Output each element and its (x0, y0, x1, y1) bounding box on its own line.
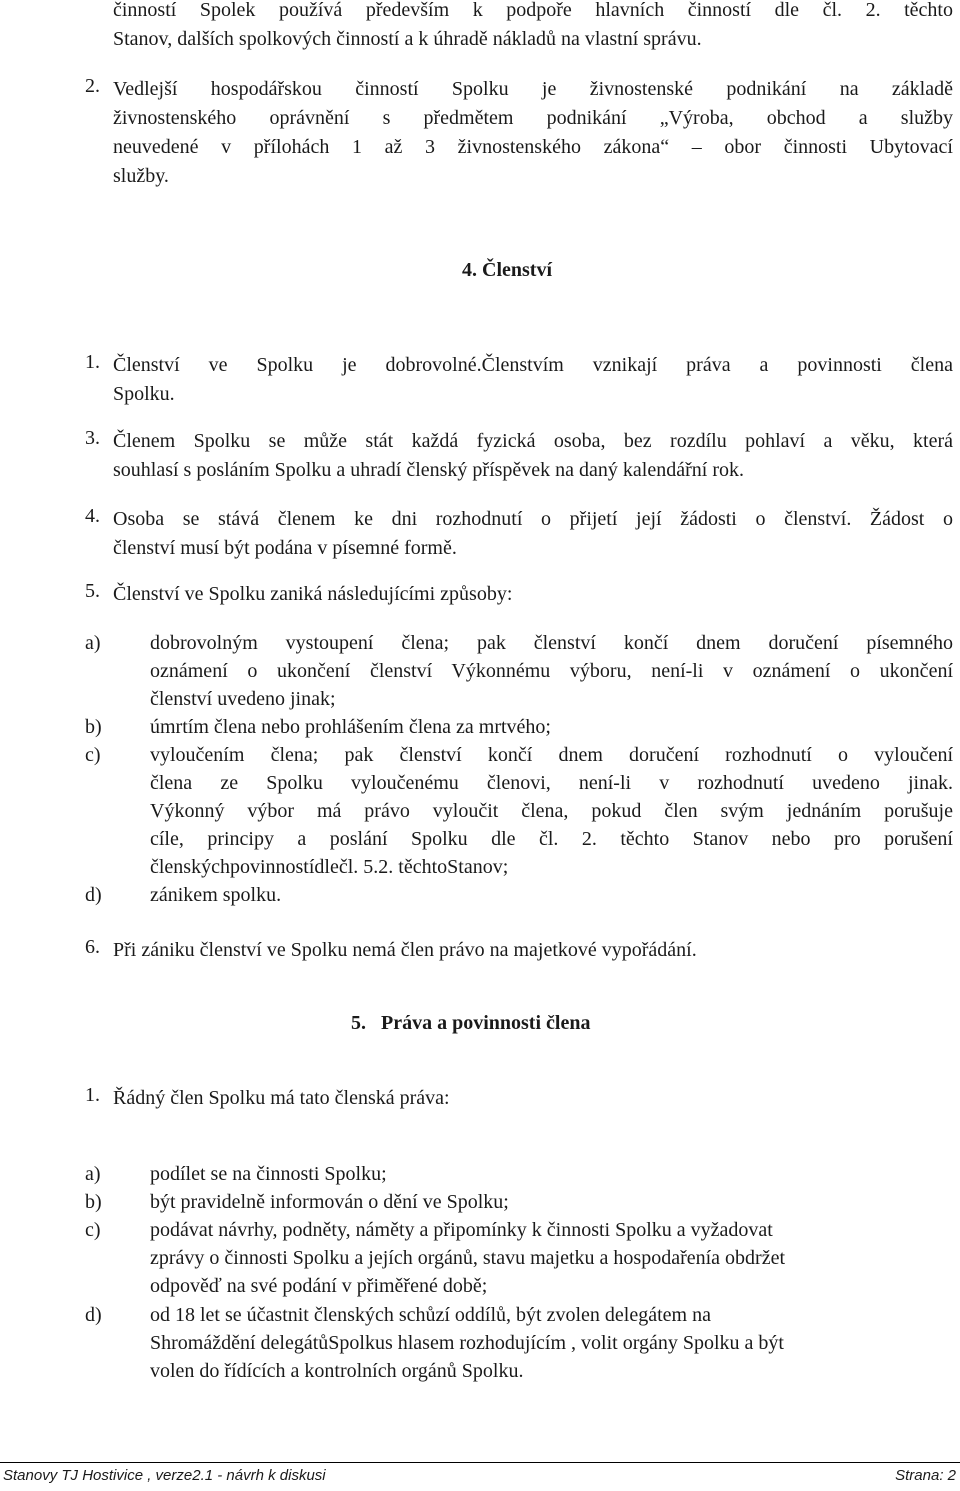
membership-p3-line-1: Členem Spolku se může stát každá fyzická osoba, bez rozdílu pohlaví a věku, která (113, 430, 953, 452)
termination-a-line-3: členství uvedeno jinak; (150, 688, 336, 710)
rights-d-line-3: volen do řídících a kontrolních orgánů Spolku. (150, 1360, 524, 1382)
list-letter: a) (85, 632, 101, 654)
list-letter: b) (85, 1191, 102, 1213)
membership-p3-line-2: souhlasí s posláním Spolku a uhradí členský příspěvek na daný kalendářní rok. (113, 459, 744, 481)
footer-document-title: Stanovy TJ Hostivice , verze2.1 - návrh k diskusi (3, 1467, 326, 1484)
membership-p1-line-2: Spolku. (113, 383, 175, 405)
item2-line-3: neuvedené v přílohách 1 až 3 živnostenského zákona“ – obor činnosti Ubytovací (113, 136, 953, 158)
intro-line-1: činností Spolek používá především k podpoře hlavních činností dle čl. 2. těchto (113, 0, 953, 21)
rights-b-line-1: být pravidelně informován o dění ve Spolku; (150, 1191, 509, 1213)
item-number: 1. (85, 1084, 100, 1106)
footer-page-number: Strana: 2 (895, 1467, 956, 1484)
item2-line-1: Vedlejší hospodářskou činností Spolku je živnostenské podnikání na základě (113, 78, 953, 100)
item-number: 1. (85, 351, 100, 373)
membership-p4-line-2: členství musí být podána v písemné formě. (113, 537, 457, 559)
rights-c-line-2: zprávy o činnosti Spolku a jejích orgánů, stavu majetku a hospodařenía obdržet (150, 1247, 786, 1269)
item2-line-2: živnostenského oprávnění s předmětem podnikání „Výroba, obchod a služby (113, 107, 953, 129)
membership-p4-line-1: Osoba se stává členem ke dni rozhodnutí o přijetí její žádosti o členství. Žádost o (113, 508, 953, 530)
termination-a-line-2: oznámení o ukončení členství Výkonnému výboru, není-li v oznámení o ukončení (150, 660, 953, 682)
list-letter: a) (85, 1163, 101, 1185)
list-letter: b) (85, 716, 102, 738)
rights-d-line-1: od 18 let se účastnit členských schůzí oddílů, být zvolen delegátem na (150, 1304, 711, 1326)
termination-c-line-5: členskýchpovinnostídlečl. 5.2. těchtoStanov; (150, 856, 509, 878)
list-letter: c) (85, 1219, 101, 1241)
page-footer (0, 1462, 960, 1491)
item-number: 5. (85, 580, 100, 602)
item-number: 2. (85, 75, 100, 97)
rights-d-line-2: Shromáždění delegátůSpolkus hlasem rozhodujícím , volit orgány Spolku a být (150, 1332, 784, 1354)
section-heading: 4. Členství (462, 259, 552, 281)
list-letter: d) (85, 1304, 102, 1326)
item-number: 3. (85, 427, 100, 449)
item-number: 6. (85, 936, 100, 958)
termination-c-line-4: cíle, principy a poslání Spolku dle čl. 2. těchto Stanov nebo pro porušení (150, 828, 953, 850)
termination-c-line-1: vyloučením člena; pak členství končí dnem doručení rozhodnutí o vyloučení (150, 744, 953, 766)
rights-p1-text: Řádný člen Spolku má tato členská práva: (113, 1087, 450, 1109)
termination-d-line-1: zánikem spolku. (150, 884, 282, 906)
termination-c-line-2: člena ze Spolku vyloučenému členovi, není-li v rozhodnutí uvedeno jinak. (150, 772, 953, 794)
membership-p5-text: Členství ve Spolku zaniká následujícími způsoby: (113, 583, 513, 605)
rights-c-line-3: odpověď na své podání v přiměřené době; (150, 1275, 488, 1297)
list-letter: d) (85, 884, 102, 906)
termination-a-line-1: dobrovolným vystoupení člena; pak členství končí dnem doručení písemného (150, 632, 953, 654)
membership-p1-line-1: Členství ve Spolku je dobrovolné.Členstvím vznikají práva a povinnosti člena (113, 354, 953, 376)
intro-line-2: Stanov, dalších spolkových činností a k úhradě nákladů na vlastní správu. (113, 28, 702, 50)
termination-c-line-3: Výkonný výbor má právo vyloučit člena, pokud člen svým jednáním porušuje (150, 800, 953, 822)
section-heading: 5. Práva a povinnosti člena (351, 1012, 591, 1034)
termination-b-line-1: úmrtím člena nebo prohlášením člena za mrtvého; (150, 716, 551, 738)
item-number: 4. (85, 505, 100, 527)
membership-p6-text: Při zániku členství ve Spolku nemá člen právo na majetkové vypořádání. (113, 939, 697, 961)
list-letter: c) (85, 744, 101, 766)
rights-a-line-1: podílet se na činnosti Spolku; (150, 1163, 387, 1185)
item2-line-4: služby. (113, 165, 169, 187)
rights-c-line-1: podávat návrhy, podněty, náměty a připomínky k činnosti Spolku a vyžadovat (150, 1219, 773, 1241)
